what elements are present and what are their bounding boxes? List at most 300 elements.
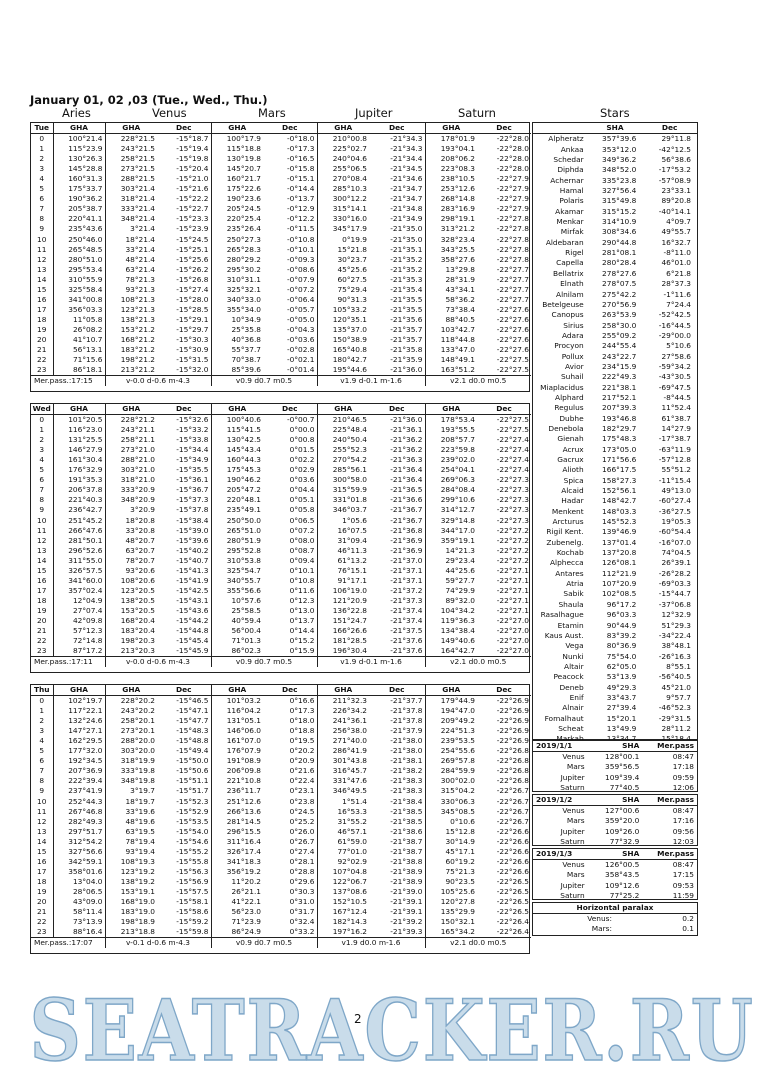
value-cell: -22°27.8 <box>496 214 529 224</box>
star-value: 182°29.7 <box>602 423 637 433</box>
value-cell: -22°27.7 <box>496 264 529 274</box>
star-value: 13°34.7 <box>606 734 637 744</box>
star-value: 173°05.0 <box>602 444 637 454</box>
star-row <box>533 176 697 186</box>
table-row <box>31 214 531 224</box>
planet-cell: Saturn <box>560 782 585 792</box>
value-cell: 78°19.4 <box>105 837 157 847</box>
value-cell: 235°43.6 <box>53 224 105 234</box>
star-name: Spica <box>563 475 584 485</box>
value-cell: 223°08.3 <box>425 164 477 174</box>
value-cell: 288°21.0 <box>105 455 157 465</box>
value-cell: 311°55.0 <box>53 556 105 566</box>
value-cell: -21°36.7 <box>390 515 423 525</box>
value-cell: 207°36.9 <box>53 766 105 776</box>
star-value: -1°11.6 <box>663 289 691 299</box>
value-cell: 205°38.7 <box>53 204 105 214</box>
footer-cell: v-0.1 d-0.6 m-4.3 <box>105 938 211 949</box>
value-cell: -22°27.1 <box>496 585 529 595</box>
value-cell: 240°04.6 <box>317 154 369 164</box>
star-row <box>533 341 697 351</box>
value-cell: -15°26.2 <box>176 264 209 274</box>
hour-cell: 1 <box>39 706 45 716</box>
value-cell: -22°26.9 <box>496 726 529 736</box>
value-cell: 43°09.0 <box>53 897 105 907</box>
planet-cell: 12:03 <box>672 836 694 846</box>
value-cell: 346°49.5 <box>317 786 369 796</box>
ephemeris-table-tue <box>30 122 530 392</box>
star-value: 280°28.4 <box>602 258 637 268</box>
stars-table <box>532 122 698 744</box>
planet-row <box>533 870 697 880</box>
star-value: 33°43.7 <box>606 692 637 702</box>
value-cell: 252°44.3 <box>53 797 105 807</box>
value-cell: 135°37.0 <box>317 325 369 335</box>
value-cell: 160°21.7 <box>211 174 263 184</box>
value-cell: 183°21.2 <box>105 345 157 355</box>
value-cell: -21°37.6 <box>390 636 423 646</box>
value-cell: -21°38.6 <box>390 826 423 836</box>
star-value: 49°55.7 <box>661 227 691 237</box>
star-value: 244°55.4 <box>602 341 637 351</box>
value-cell: 28°31.9 <box>425 275 477 285</box>
value-cell: 318°19.9 <box>105 756 157 766</box>
header-stars: Stars <box>600 106 630 120</box>
value-cell: -21°37.0 <box>390 555 423 565</box>
value-cell: 198°21.2 <box>105 355 157 365</box>
value-cell: 265°51.0 <box>211 526 263 536</box>
value-cell: 236°11.7 <box>211 786 263 796</box>
value-cell: -21°39.3 <box>390 927 423 937</box>
star-value: -26°28.2 <box>658 568 691 578</box>
planet-cell: 126°00.5 <box>605 860 640 870</box>
value-cell: 196°30.4 <box>317 646 369 657</box>
value-cell: 105°33.2 <box>317 305 369 315</box>
column-header: Dec <box>157 123 211 134</box>
star-row <box>533 703 697 713</box>
planet-cell: 12:06 <box>672 782 694 792</box>
value-cell: 331°47.6 <box>317 776 369 786</box>
star-value: -16°44.5 <box>658 320 691 330</box>
column-header: Dec <box>642 123 697 134</box>
value-cell: -21°37.1 <box>390 575 423 585</box>
value-cell: 0°05.1 <box>289 495 315 505</box>
star-row <box>533 352 697 362</box>
value-cell: -22°27.5 <box>496 415 529 425</box>
value-cell: 153°21.2 <box>105 325 157 335</box>
value-cell: -0°09.3 <box>286 254 315 264</box>
value-cell: -21°36.8 <box>390 525 423 535</box>
value-cell: 243°21.5 <box>105 144 157 154</box>
column-header: Dec <box>157 404 211 415</box>
planet-row <box>533 827 697 837</box>
table-row <box>31 495 531 505</box>
value-cell: 10°57.6 <box>211 596 263 606</box>
star-name: Procyon <box>554 341 584 351</box>
value-cell: -15°57.5 <box>176 886 209 896</box>
value-cell: 190°23.6 <box>211 194 263 204</box>
star-value: -60°27.4 <box>658 496 691 506</box>
star-value: 7°24.4 <box>666 299 691 309</box>
value-cell: 0°21.6 <box>289 766 315 776</box>
value-cell: 213°18.8 <box>105 927 157 938</box>
value-cell: -15°54.6 <box>176 836 209 846</box>
hour-cell: 6 <box>39 475 45 485</box>
value-cell: 0°03.6 <box>289 475 315 485</box>
value-cell: 210°00.8 <box>317 134 369 145</box>
value-cell: -15°23.3 <box>176 214 209 224</box>
hour-cell: 15 <box>37 284 47 294</box>
star-value: 102°08.5 <box>602 589 637 599</box>
value-cell: -15°56.3 <box>176 866 209 876</box>
star-name: Avior <box>565 361 584 371</box>
value-cell: 123°19.2 <box>105 867 157 877</box>
star-row <box>533 589 697 599</box>
value-cell: -21°37.8 <box>390 706 423 716</box>
hour-cell: 18 <box>37 876 47 886</box>
value-cell: 273°21.0 <box>105 445 157 455</box>
value-cell: -22°26.7 <box>496 816 529 826</box>
value-cell: 0°23.1 <box>289 786 315 796</box>
value-cell: 48°20.7 <box>105 536 157 546</box>
star-name: Denebola <box>548 423 584 433</box>
value-cell: 71°15.6 <box>53 355 105 365</box>
column-header: GHA <box>53 404 105 415</box>
planet-cell: 09:53 <box>672 880 694 890</box>
value-cell: 300°12.2 <box>317 194 369 204</box>
star-row <box>533 248 697 258</box>
value-cell: 119°36.3 <box>425 616 477 626</box>
value-cell: 280°51.0 <box>53 255 105 265</box>
value-cell: 282°49.3 <box>53 817 105 827</box>
value-cell: -0°05.7 <box>286 304 315 314</box>
star-name: Ankaa <box>560 144 584 154</box>
value-cell: 220°41.1 <box>53 214 105 224</box>
value-cell: -22°26.9 <box>496 696 529 706</box>
value-cell: 31°55.2 <box>317 817 369 827</box>
hour-cell: 8 <box>39 776 45 786</box>
value-cell: 295°52.8 <box>211 546 263 556</box>
value-cell: 255°06.5 <box>317 164 369 174</box>
planet-cell: Saturn <box>560 836 585 846</box>
column-header: Dec <box>477 123 531 134</box>
column-header: GHA <box>211 123 263 134</box>
value-cell: -22°28.0 <box>496 164 529 174</box>
star-row <box>533 362 697 372</box>
ephemeris-grid <box>31 685 531 948</box>
star-name: Betelgeuse <box>542 299 584 309</box>
star-value: 166°17.5 <box>602 465 637 475</box>
table-row <box>31 435 531 445</box>
hour-cell: 1 <box>39 425 45 435</box>
value-cell: -21°38.3 <box>390 776 423 786</box>
star-value: 112°21.9 <box>602 568 637 578</box>
planet-cell: 17:18 <box>672 762 694 772</box>
value-cell: 145°43.4 <box>211 445 263 455</box>
value-cell: 0°31.0 <box>289 896 315 906</box>
value-cell: -21°36.1 <box>390 425 423 435</box>
value-cell: 46°11.3 <box>317 546 369 556</box>
table-row <box>31 927 531 938</box>
star-value: -8°11.0 <box>663 248 691 258</box>
star-value: 145°52.3 <box>602 517 637 527</box>
value-cell: 241°36.1 <box>317 716 369 726</box>
value-cell: -15°47.1 <box>176 706 209 716</box>
value-cell: -15°56.9 <box>176 876 209 886</box>
value-cell: 0°26.7 <box>289 836 315 846</box>
value-cell: 168°21.2 <box>105 335 157 345</box>
value-cell: -0°07.9 <box>286 274 315 284</box>
star-value: 8°55.1 <box>666 661 691 671</box>
star-value: -42°12.5 <box>658 144 691 154</box>
value-cell: -15°28.5 <box>176 304 209 314</box>
table-row <box>31 485 531 495</box>
value-cell: -22°27.2 <box>496 555 529 565</box>
star-value: 90°44.9 <box>606 620 637 630</box>
value-cell: -22°26.8 <box>496 776 529 786</box>
hour-cell: 19 <box>37 886 47 896</box>
value-cell: -15°30.3 <box>176 334 209 344</box>
star-name: Menkar <box>556 217 584 227</box>
planet-cell: Venus <box>562 860 585 870</box>
value-cell: -22°28.0 <box>496 154 529 164</box>
star-name: Antares <box>555 568 584 578</box>
value-cell: 210°46.5 <box>317 415 369 426</box>
column-header: Dec <box>369 685 425 696</box>
value-cell: 254°04.1 <box>425 465 477 475</box>
value-cell: 0°33.2 <box>289 927 315 937</box>
value-cell: 145°20.7 <box>211 164 263 174</box>
planet-cell: Jupiter <box>560 826 585 836</box>
value-cell: 342°59.1 <box>53 857 105 867</box>
value-cell: -21°39.1 <box>390 907 423 917</box>
value-cell: -22°27.0 <box>496 626 529 636</box>
value-cell: -22°27.0 <box>496 646 529 656</box>
value-cell: 164°42.7 <box>425 646 477 657</box>
value-cell: 256°38.0 <box>317 726 369 736</box>
star-value: 278°07.5 <box>602 279 637 289</box>
value-cell: 269°57.8 <box>425 756 477 766</box>
value-cell: -21°38.0 <box>390 746 423 756</box>
star-row <box>533 434 697 444</box>
hour-cell: 18 <box>37 595 47 605</box>
hour-cell: 21 <box>37 626 47 636</box>
star-row <box>533 672 697 682</box>
value-cell: 265°48.5 <box>53 245 105 255</box>
value-cell: 85°39.6 <box>211 365 263 376</box>
value-cell: 103°42.7 <box>425 325 477 335</box>
value-cell: -15°45.9 <box>176 646 209 656</box>
star-value: 263°53.9 <box>602 310 637 320</box>
value-cell: 0°26.0 <box>289 826 315 836</box>
value-cell: -21°36.6 <box>390 495 423 505</box>
star-value: 27°39.4 <box>606 703 637 713</box>
value-cell: 0°11.6 <box>289 585 315 595</box>
value-cell: -15°29.1 <box>176 314 209 324</box>
value-cell: 123°21.3 <box>105 305 157 315</box>
value-cell: -22°27.3 <box>496 505 529 515</box>
value-cell: 238°10.5 <box>425 174 477 184</box>
value-cell: 0°19.9 <box>317 235 369 245</box>
table-row <box>31 505 531 515</box>
hour-cell: 8 <box>39 495 45 505</box>
value-cell: -15°26.8 <box>176 274 209 284</box>
value-cell: -22°27.3 <box>496 495 529 505</box>
table-row <box>31 536 531 546</box>
star-name: Akamar <box>555 206 584 216</box>
star-value: 28°37.3 <box>661 279 691 289</box>
table-row <box>31 586 531 596</box>
value-cell: -21°37.2 <box>390 585 423 595</box>
value-cell: 168°20.4 <box>105 616 157 626</box>
value-cell: -15°29.7 <box>176 324 209 334</box>
hour-cell: 2 <box>39 716 45 726</box>
value-cell: -0°02.1 <box>286 355 315 365</box>
star-value: 83°39.2 <box>606 630 637 640</box>
value-cell: 71°01.3 <box>211 636 263 646</box>
hour-cell: 3 <box>39 445 45 455</box>
star-value: 139°46.9 <box>602 527 637 537</box>
header-aries: Aries <box>62 106 91 120</box>
star-row <box>533 414 697 424</box>
value-cell: -0°04.3 <box>286 324 315 334</box>
planet-cell: Jupiter <box>560 880 585 890</box>
planet-row <box>533 860 697 871</box>
value-cell: -15°48.3 <box>176 726 209 736</box>
value-cell: -21°38.7 <box>390 836 423 846</box>
planet-sha-grid <box>533 741 697 793</box>
value-cell: 180°42.7 <box>317 355 369 365</box>
value-cell: 341°60.0 <box>53 576 105 586</box>
value-cell: 15°21.8 <box>317 245 369 255</box>
table-row <box>31 917 531 927</box>
value-cell: 206°37.8 <box>53 485 105 495</box>
value-cell: -22°27.5 <box>496 365 529 375</box>
star-value: -56°40.5 <box>658 672 691 682</box>
value-cell: 268°14.8 <box>425 194 477 204</box>
star-name: Diphda <box>557 165 584 175</box>
value-cell: -22°27.8 <box>496 244 529 254</box>
hour-cell: 4 <box>39 736 45 746</box>
value-cell: 220°25.4 <box>211 214 263 224</box>
star-value: -60°54.4 <box>658 527 691 537</box>
table-row <box>31 345 531 355</box>
value-cell: -21°38.2 <box>390 766 423 776</box>
value-cell: -0°12.2 <box>286 214 315 224</box>
star-value: 56°38.6 <box>661 155 691 165</box>
value-cell: 175°22.6 <box>211 184 263 194</box>
value-cell: 206°09.8 <box>211 766 263 776</box>
value-cell: 74°29.9 <box>425 586 477 596</box>
star-value: 12°32.9 <box>661 610 691 620</box>
value-cell: 315°59.9 <box>317 485 369 495</box>
value-cell: -21°35.0 <box>390 224 423 234</box>
hour-cell: 0 <box>39 415 45 425</box>
value-cell: 13°29.8 <box>425 265 477 275</box>
star-value: -40°14.1 <box>658 206 691 216</box>
value-cell: 191°08.9 <box>211 756 263 766</box>
value-cell: 93°21.3 <box>105 285 157 295</box>
star-row <box>533 238 697 248</box>
value-cell: 58°36.2 <box>425 295 477 305</box>
hour-cell: 21 <box>37 907 47 917</box>
star-value: 278°27.6 <box>602 268 637 278</box>
value-cell: 285°10.3 <box>317 184 369 194</box>
value-cell: -22°27.8 <box>496 224 529 234</box>
value-cell: -15°40.7 <box>176 555 209 565</box>
day-label: Thu <box>31 685 53 696</box>
table-row <box>31 455 531 465</box>
value-cell: 0°15.2 <box>289 636 315 646</box>
value-cell: 0°19.5 <box>289 736 315 746</box>
column-header: Dec <box>263 685 317 696</box>
value-cell: -22°27.1 <box>496 575 529 585</box>
planet-cell: 77°40.5 <box>609 782 640 792</box>
value-cell: 115°23.9 <box>53 144 105 154</box>
value-cell: 0°09.4 <box>289 555 315 565</box>
hour-cell: 15 <box>37 846 47 856</box>
value-cell: 283°16.9 <box>425 204 477 214</box>
value-cell: 73°38.4 <box>425 305 477 315</box>
value-cell: 161°07.0 <box>211 736 263 746</box>
hour-cell: 17 <box>37 866 47 876</box>
hour-cell: 12 <box>37 816 47 826</box>
table-row <box>31 606 531 616</box>
value-cell: 105°25.6 <box>425 887 477 897</box>
hour-cell: 21 <box>37 345 47 355</box>
table-row <box>31 877 531 887</box>
parallax-cell: 0.1 <box>682 924 694 934</box>
star-value: -26°16.3 <box>658 651 691 661</box>
value-cell: -21°35.6 <box>390 314 423 324</box>
hour-cell: 2 <box>39 435 45 445</box>
star-value: 107°20.9 <box>602 579 637 589</box>
table-row <box>31 164 531 174</box>
value-cell: 296°52.6 <box>53 546 105 556</box>
value-cell: -21°37.8 <box>390 716 423 726</box>
value-cell: -21°34.5 <box>390 164 423 174</box>
value-cell: 258°20.1 <box>105 716 157 726</box>
planet-cell: 17:15 <box>672 870 694 880</box>
value-cell: -21°36.9 <box>390 535 423 545</box>
table-row <box>31 134 531 145</box>
hour-cell: 3 <box>39 164 45 174</box>
star-value: 14°27.9 <box>661 423 691 433</box>
value-cell: -15°36.7 <box>176 485 209 495</box>
value-cell: -15°41.3 <box>176 565 209 575</box>
value-cell: 134°38.4 <box>425 626 477 636</box>
value-cell: 150°38.9 <box>317 335 369 345</box>
column-header: SHA <box>588 123 643 134</box>
value-cell: 29°23.4 <box>425 556 477 566</box>
value-cell: 165°40.8 <box>317 345 369 355</box>
hour-cell: 15 <box>37 565 47 575</box>
table-row <box>31 194 531 204</box>
value-cell: -21°37.5 <box>390 626 423 636</box>
value-cell: 135°29.9 <box>425 907 477 917</box>
value-cell: -21°34.6 <box>390 174 423 184</box>
column-header: 2019/1/3 <box>533 849 588 860</box>
value-cell: 178°01.9 <box>425 134 477 145</box>
star-row <box>533 538 697 548</box>
value-cell: -22°27.1 <box>496 565 529 575</box>
footer-cell: v2.1 d0.0 m0.5 <box>425 376 531 387</box>
value-cell: -22°27.6 <box>496 304 529 314</box>
table-row <box>31 144 531 154</box>
star-value: 61°38.7 <box>661 413 691 423</box>
value-cell: -15°34.4 <box>176 445 209 455</box>
value-cell: 56°23.0 <box>211 907 263 917</box>
